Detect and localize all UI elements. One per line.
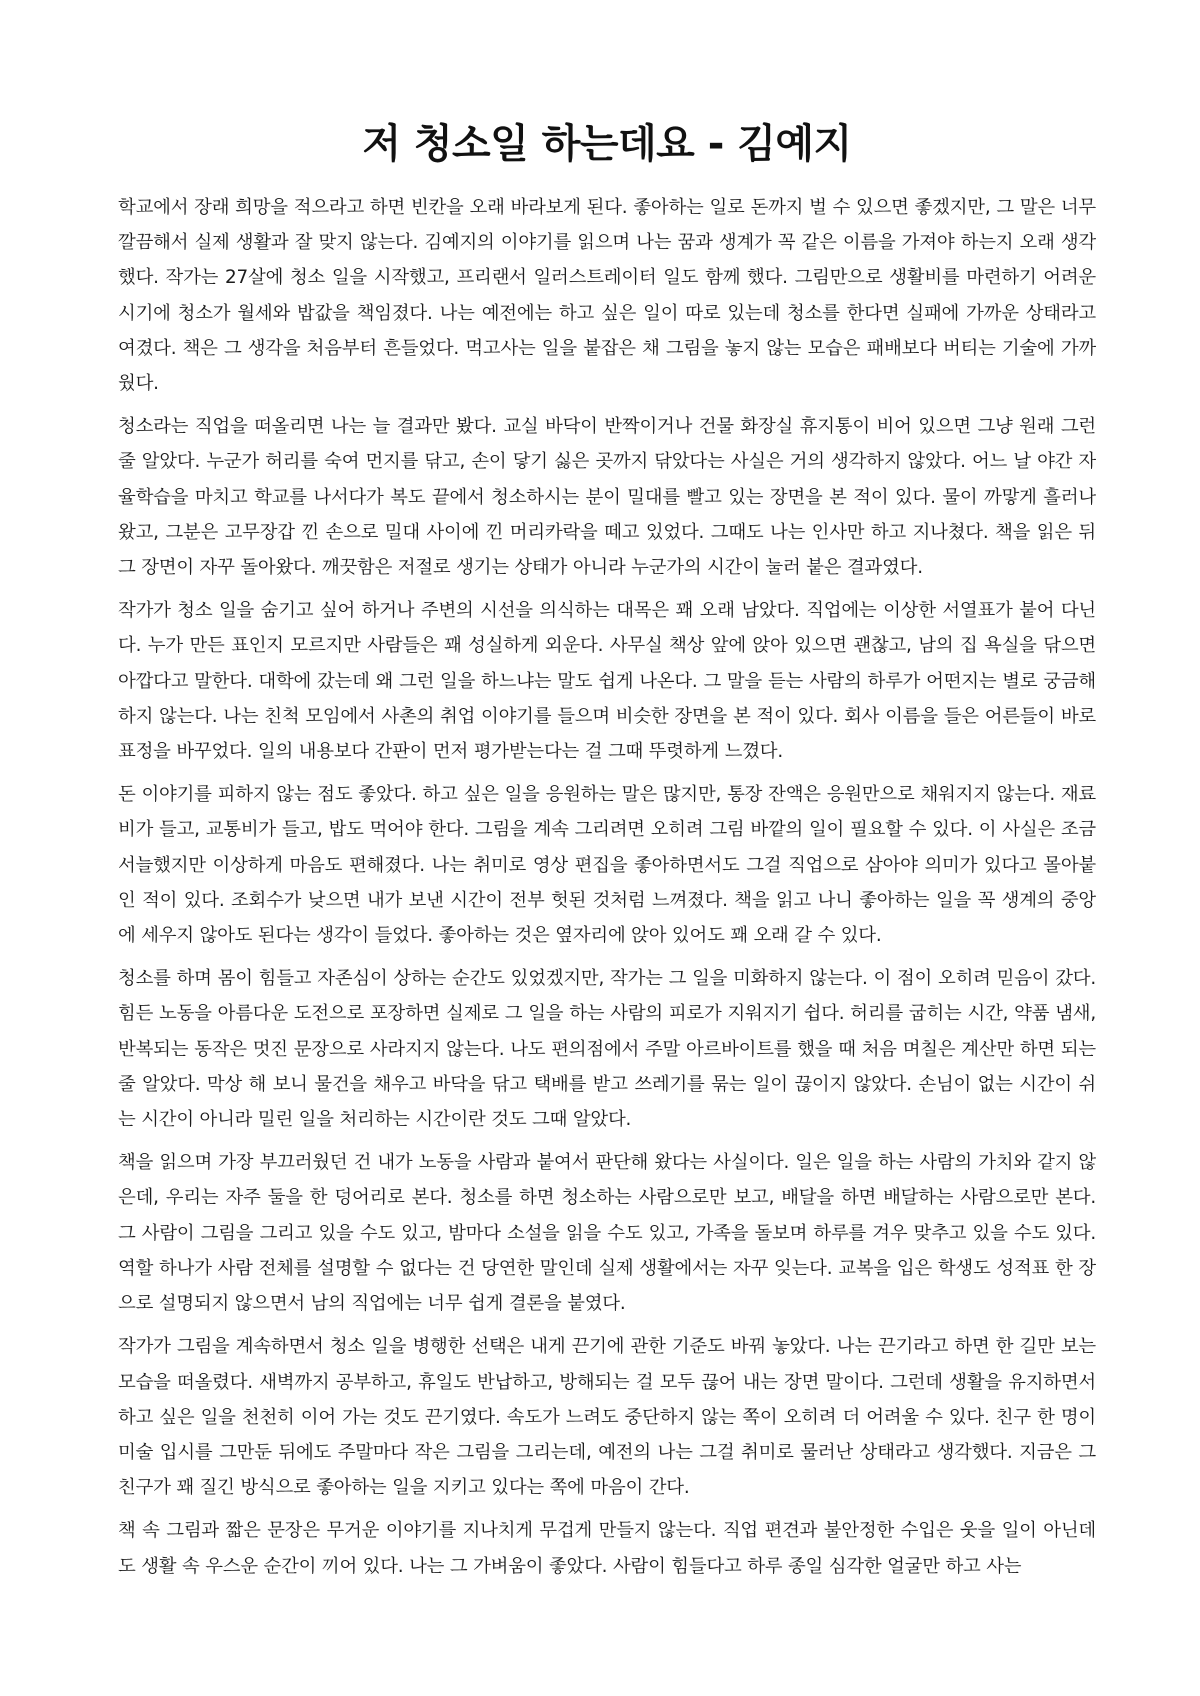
body-paragraph: 작가가 청소 일을 숨기고 싶어 하거나 주변의 시선을 의식하는 대목은 꽤 오래 남았다. 직업에는 이상한 서열표가 붙어 다닌다. 누가 만든 표인지 모르지만 사람들은 꽤 성실하게 외운다. 사무실 책상 앞에 앉아 있으면 괜찮고, 남의 집 욕실을 닦으면 아깝다고 말한다. 대학에 갔는데 왜 그런 일을 하느냐는 말도 쉽게 나온다. 그 말을 듣는 사람의 하루가 어떤지는 별로 궁금해하지 않는다. 나는 친척 모임에서 사촌의 취업 이야기를 들으며 비슷한 장면을 본 적이 있다. 회사 이름을 들은 어른들이 바로 표정을 바꾸었다. 일의 내용보다 간판이 먼저 평가받는다는 걸 그때 뚜렷하게 느꼈다.: [118, 600, 1096, 763]
body-paragraph: 청소라는 직업을 떠올리면 나는 늘 결과만 봤다. 교실 바닥이 반짝이거나 건물 화장실 휴지통이 비어 있으면 그냥 원래 그런 줄 알았다. 누군가 허리를 숙여 먼지를 닦고, 손이 닿기 싫은 곳까지 닦았다는 사실은 거의 생각하지 않았다. 어느 날 야간 자율학습을 마치고 학교를 나서다가 복도 끝에서 청소하시는 분이 밀대를 빨고 있는 장면을 본 적이 있다. 물이 까맣게 흘러나왔고, 그분은 고무장갑 낀 손으로 밀대 사이에 낀 머리카락을 떼고 있었다. 그때도 나는 인사만 하고 지나쳤다. 책을 읽은 뒤 그 장면이 자꾸 돌아왔다. 깨끗함은 저절로 생기는 상태가 아니라 누군가의 시간이 눌러 붙은 결과였다.: [118, 416, 1096, 579]
body-paragraph: 책을 읽으며 가장 부끄러웠던 건 내가 노동을 사람과 붙여서 판단해 왔다는 사실이다. 일은 일을 하는 사람의 가치와 같지 않은데, 우리는 자주 둘을 한 덩어리로 본다. 청소를 하면 청소하는 사람으로만 보고, 배달을 하면 배달하는 사람으로만 본다. 그 사람이 그림을 그리고 있을 수도 있고, 밤마다 소설을 읽을 수도 있고, 가족을 돌보며 하루를 겨우 맞추고 있을 수도 있다. 역할 하나가 사람 전체를 설명할 수 없다는 건 당연한 말인데 실제 생활에서는 자꾸 잊는다. 교복을 입은 학생도 성적표 한 장으로 설명되지 않으면서 남의 직업에는 너무 쉽게 결론을 붙였다.: [118, 1152, 1096, 1315]
body-paragraph: 작가가 그림을 계속하면서 청소 일을 병행한 선택은 내게 끈기에 관한 기준도 바꿔 놓았다. 나는 끈기라고 하면 한 길만 보는 모습을 떠올렸다. 새벽까지 공부하고, 휴일도 반납하고, 방해되는 걸 모두 끊어 내는 장면 말이다. 그런데 생활을 유지하면서 하고 싶은 일을 천천히 이어 가는 것도 끈기였다. 속도가 느려도 중단하지 않는 쪽이 오히려 더 어려울 수 있다. 친구 한 명이 미술 입시를 그만둔 뒤에도 주말마다 작은 그림을 그리는데, 예전의 나는 그걸 취미로 물러난 상태라고 생각했다. 지금은 그 친구가 꽤 질긴 방식으로 좋아하는 일을 지키고 있다는 쪽에 마음이 간다.: [118, 1336, 1096, 1499]
document-body: [118, 190, 1096, 1584]
body-paragraph: 책 속 그림과 짧은 문장은 무거운 이야기를 지나치게 무겁게 만들지 않는다. 직업 편견과 불안정한 수입은 웃을 일이 아닌데도 생활 속 우스운 순간이 끼어 있다. 나는 그 가벼움이 좋았다. 사람이 힘들다고 하루 종일 심각한 얼굴만 하고 사는: [118, 1520, 1096, 1577]
body-paragraph: 학교에서 장래 희망을 적으라고 하면 빈칸을 오래 바라보게 된다. 좋아하는 일로 돈까지 벌 수 있으면 좋겠지만, 그 말은 너무 깔끔해서 실제 생활과 잘 맞지 않는다. 김예지의 이야기를 읽으며 나는 꿈과 생계가 꼭 같은 이름을 가져야 하는지 오래 생각했다. 작가는 27살에 청소 일을 시작했고, 프리랜서 일러스트레이터 일도 함께 했다. 그림만으로 생활비를 마련하기 어려운 시기에 청소가 월세와 밥값을 책임졌다. 나는 예전에는 하고 싶은 일이 따로 있는데 청소를 한다면 실패에 가까운 상태라고 여겼다. 책은 그 생각을 처음부터 흔들었다. 먹고사는 일을 붙잡은 채 그림을 놓지 않는 모습은 패배보다 버티는 기술에 가까웠다.: [118, 197, 1096, 395]
document-title: 저 청소일 하는데요 - 김예지: [362, 121, 852, 167]
body-paragraph: 청소를 하며 몸이 힘들고 자존심이 상하는 순간도 있었겠지만, 작가는 그 일을 미화하지 않는다. 이 점이 오히려 믿음이 갔다. 힘든 노동을 아름다운 도전으로 포장하면 실제로 그 일을 하는 사람의 피로가 지워지기 쉽다. 허리를 굽히는 시간, 약품 냄새, 반복되는 동작은 멋진 문장으로 사라지지 않는다. 나도 편의점에서 주말 아르바이트를 했을 때 처음 며칠은 계산만 하면 되는 줄 알았다. 막상 해 보니 물건을 채우고 바닥을 닦고 택배를 받고 쓰레기를 묶는 일이 끊이지 않았다. 손님이 없는 시간이 쉬는 시간이 아니라 밀린 일을 처리하는 시간이란 것도 그때 알았다.: [118, 968, 1096, 1131]
body-paragraph: 돈 이야기를 피하지 않는 점도 좋았다. 하고 싶은 일을 응원하는 말은 많지만, 통장 잔액은 응원만으로 채워지지 않는다. 재료비가 들고, 교통비가 들고, 밥도 먹어야 한다. 그림을 계속 그리려면 오히려 그림 바깥의 일이 필요할 수 있다. 이 사실은 조금 서늘했지만 이상하게 마음도 편해졌다. 나는 취미로 영상 편집을 좋아하면서도 그걸 직업으로 삼아야 의미가 있다고 몰아붙인 적이 있다. 조회수가 낮으면 내가 보낸 시간이 전부 헛된 것처럼 느껴졌다. 책을 읽고 나니 좋아하는 일을 꼭 생계의 중앙에 세우지 않아도 된다는 생각이 들었다. 좋아하는 것은 옆자리에 앉아 있어도 꽤 오래 갈 수 있다.: [118, 784, 1096, 947]
